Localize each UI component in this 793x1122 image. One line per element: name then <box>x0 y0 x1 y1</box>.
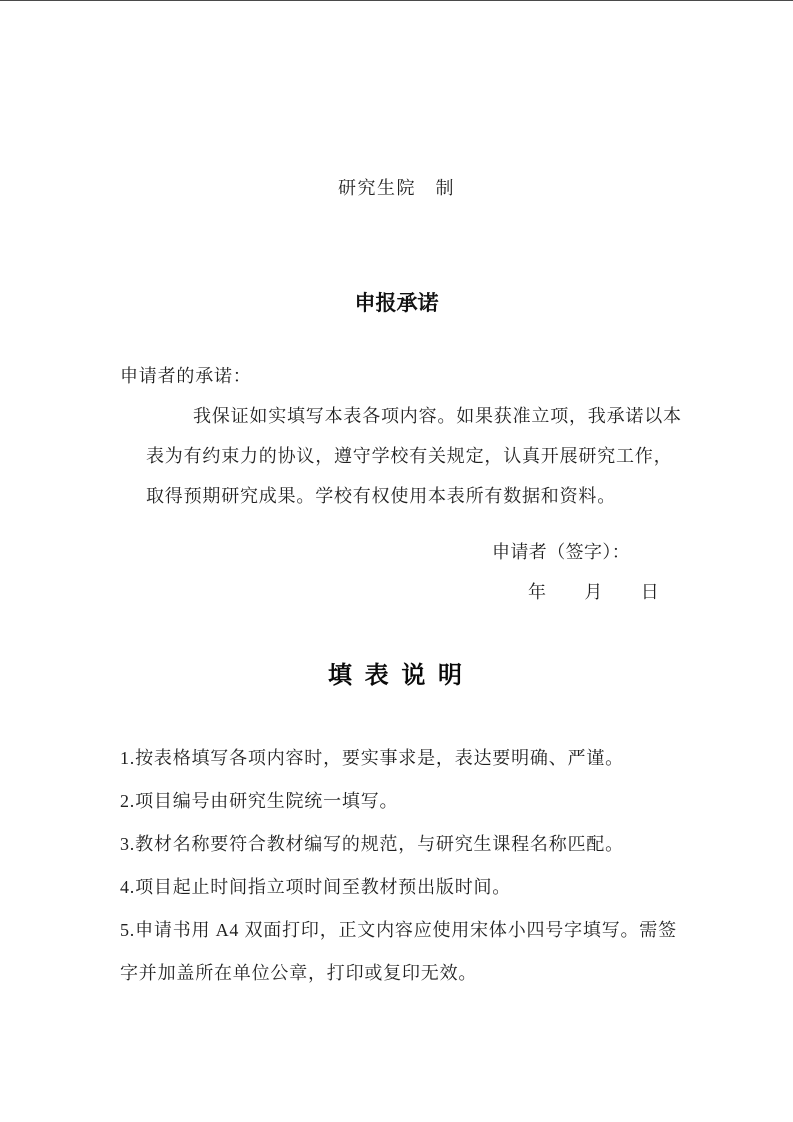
instruction-item-3: 3.教材名称要符合教材编写的规范，与研究生课程名称匹配。 <box>120 834 624 854</box>
signature-label: 申请者（签字）： <box>492 542 631 562</box>
pledge-section-title: 申报承诺 <box>354 292 439 315</box>
pledge-label: 申请者的承诺： <box>120 366 252 386</box>
instructions-list <box>120 737 700 995</box>
instruction-item-4: 4.项目起止时间指立项时间至教材预出版时间。 <box>120 877 512 897</box>
pledge-body <box>146 396 691 516</box>
instruction-item-1: 1.按表格填写各项内容时，要实事求是，表达要明确、严谨。 <box>120 748 624 768</box>
maker-line: 研究生院 制 <box>338 178 455 198</box>
instruction-item-5-line-2: 字并加盖所在单位公章，打印或复印无效。 <box>120 963 478 983</box>
date-line: 年 月 日 <box>528 582 660 602</box>
instruction-item-2: 2.项目编号由研究生院统一填写。 <box>120 791 399 811</box>
pledge-body-line-3: 取得预期研究成果。学校有权使用本表所有数据和资料。 <box>146 486 616 506</box>
page-top-edge-line <box>0 0 793 1</box>
pledge-body-line-1: 我保证如实填写本表各项内容。如果获准立项，我承诺以本 <box>193 406 682 426</box>
pledge-body-line-2: 表为有约束力的协议，遵守学校有关规定，认真开展研究工作， <box>146 446 673 466</box>
instructions-section-title: 填 表 说 明 <box>327 662 465 689</box>
instruction-item-5-line-1: 5.申请书用 A4 双面打印，正文内容应使用宋体小四号字填写。需签 <box>120 920 677 940</box>
